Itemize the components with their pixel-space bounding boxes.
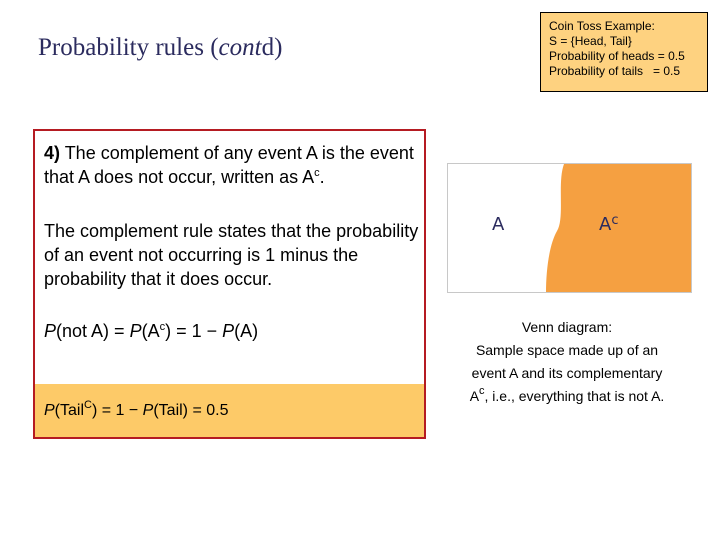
example-band <box>35 384 424 437</box>
f2-sup: C <box>84 399 92 411</box>
f1-p3: P <box>222 321 235 341</box>
f2-p1: P <box>44 402 55 419</box>
caption-line-3: event A and its complementary <box>471 365 663 381</box>
coin-line-2: S = {Head, Tail} <box>549 34 632 48</box>
rule-box <box>33 129 426 439</box>
f1-t4: (A) <box>234 321 259 341</box>
f1-p1: P <box>44 321 57 341</box>
caption-line-4 <box>448 385 686 408</box>
title-end: d) <box>261 34 283 61</box>
venn-label-a: A <box>492 214 505 235</box>
rule-number: 4) <box>44 143 61 163</box>
rule-definition <box>44 141 420 189</box>
title-main: Probability rules ( <box>38 34 219 61</box>
f1-sup: c <box>159 321 166 333</box>
f2-t3: (Tail) = 0.5 <box>153 402 229 419</box>
f1-t1: (not A) = <box>56 321 130 341</box>
venn-caption <box>448 316 686 408</box>
venn-label-ac-base: A <box>599 214 612 235</box>
coin-line-4: Probability of tails = 0.5 <box>549 64 681 78</box>
caption-line-1: Venn diagram: <box>521 319 613 335</box>
caption-sup: c <box>479 385 485 397</box>
f1-t2: (A <box>141 321 160 341</box>
caption-rest: , i.e., everything that is not A. <box>484 388 665 404</box>
caption-line-2: Sample space made up of an <box>475 342 659 358</box>
f1-p2: P <box>129 321 142 341</box>
coin-toss-example-box <box>540 12 708 92</box>
complement-rule-text: The complement rule states that the probability of an event not occurring is 1 minus the probability that it does occur. <box>44 221 419 289</box>
venn-label-ac-sup: c <box>611 213 619 228</box>
f2-t1: (Tail <box>54 402 85 419</box>
rule-end: . <box>319 167 325 187</box>
title-italic: cont <box>218 34 262 61</box>
slide-title <box>38 34 282 62</box>
f2-p2: P <box>142 402 154 419</box>
caption-a: A <box>469 388 480 404</box>
tail-formula <box>44 399 229 420</box>
complement-region <box>546 164 692 293</box>
complement-formula <box>44 321 258 342</box>
coin-line-3: Probability of heads = 0.5 <box>549 49 685 63</box>
rule-text: The complement of any event A is the event that A does not occur, written as A <box>44 143 414 187</box>
rule-sup: c <box>314 167 320 179</box>
coin-line-1: Coin Toss Example: <box>549 19 655 33</box>
f1-t3: ) = 1 − <box>165 321 223 341</box>
venn-diagram <box>447 163 692 293</box>
f2-t2: ) = 1 − <box>91 402 143 419</box>
